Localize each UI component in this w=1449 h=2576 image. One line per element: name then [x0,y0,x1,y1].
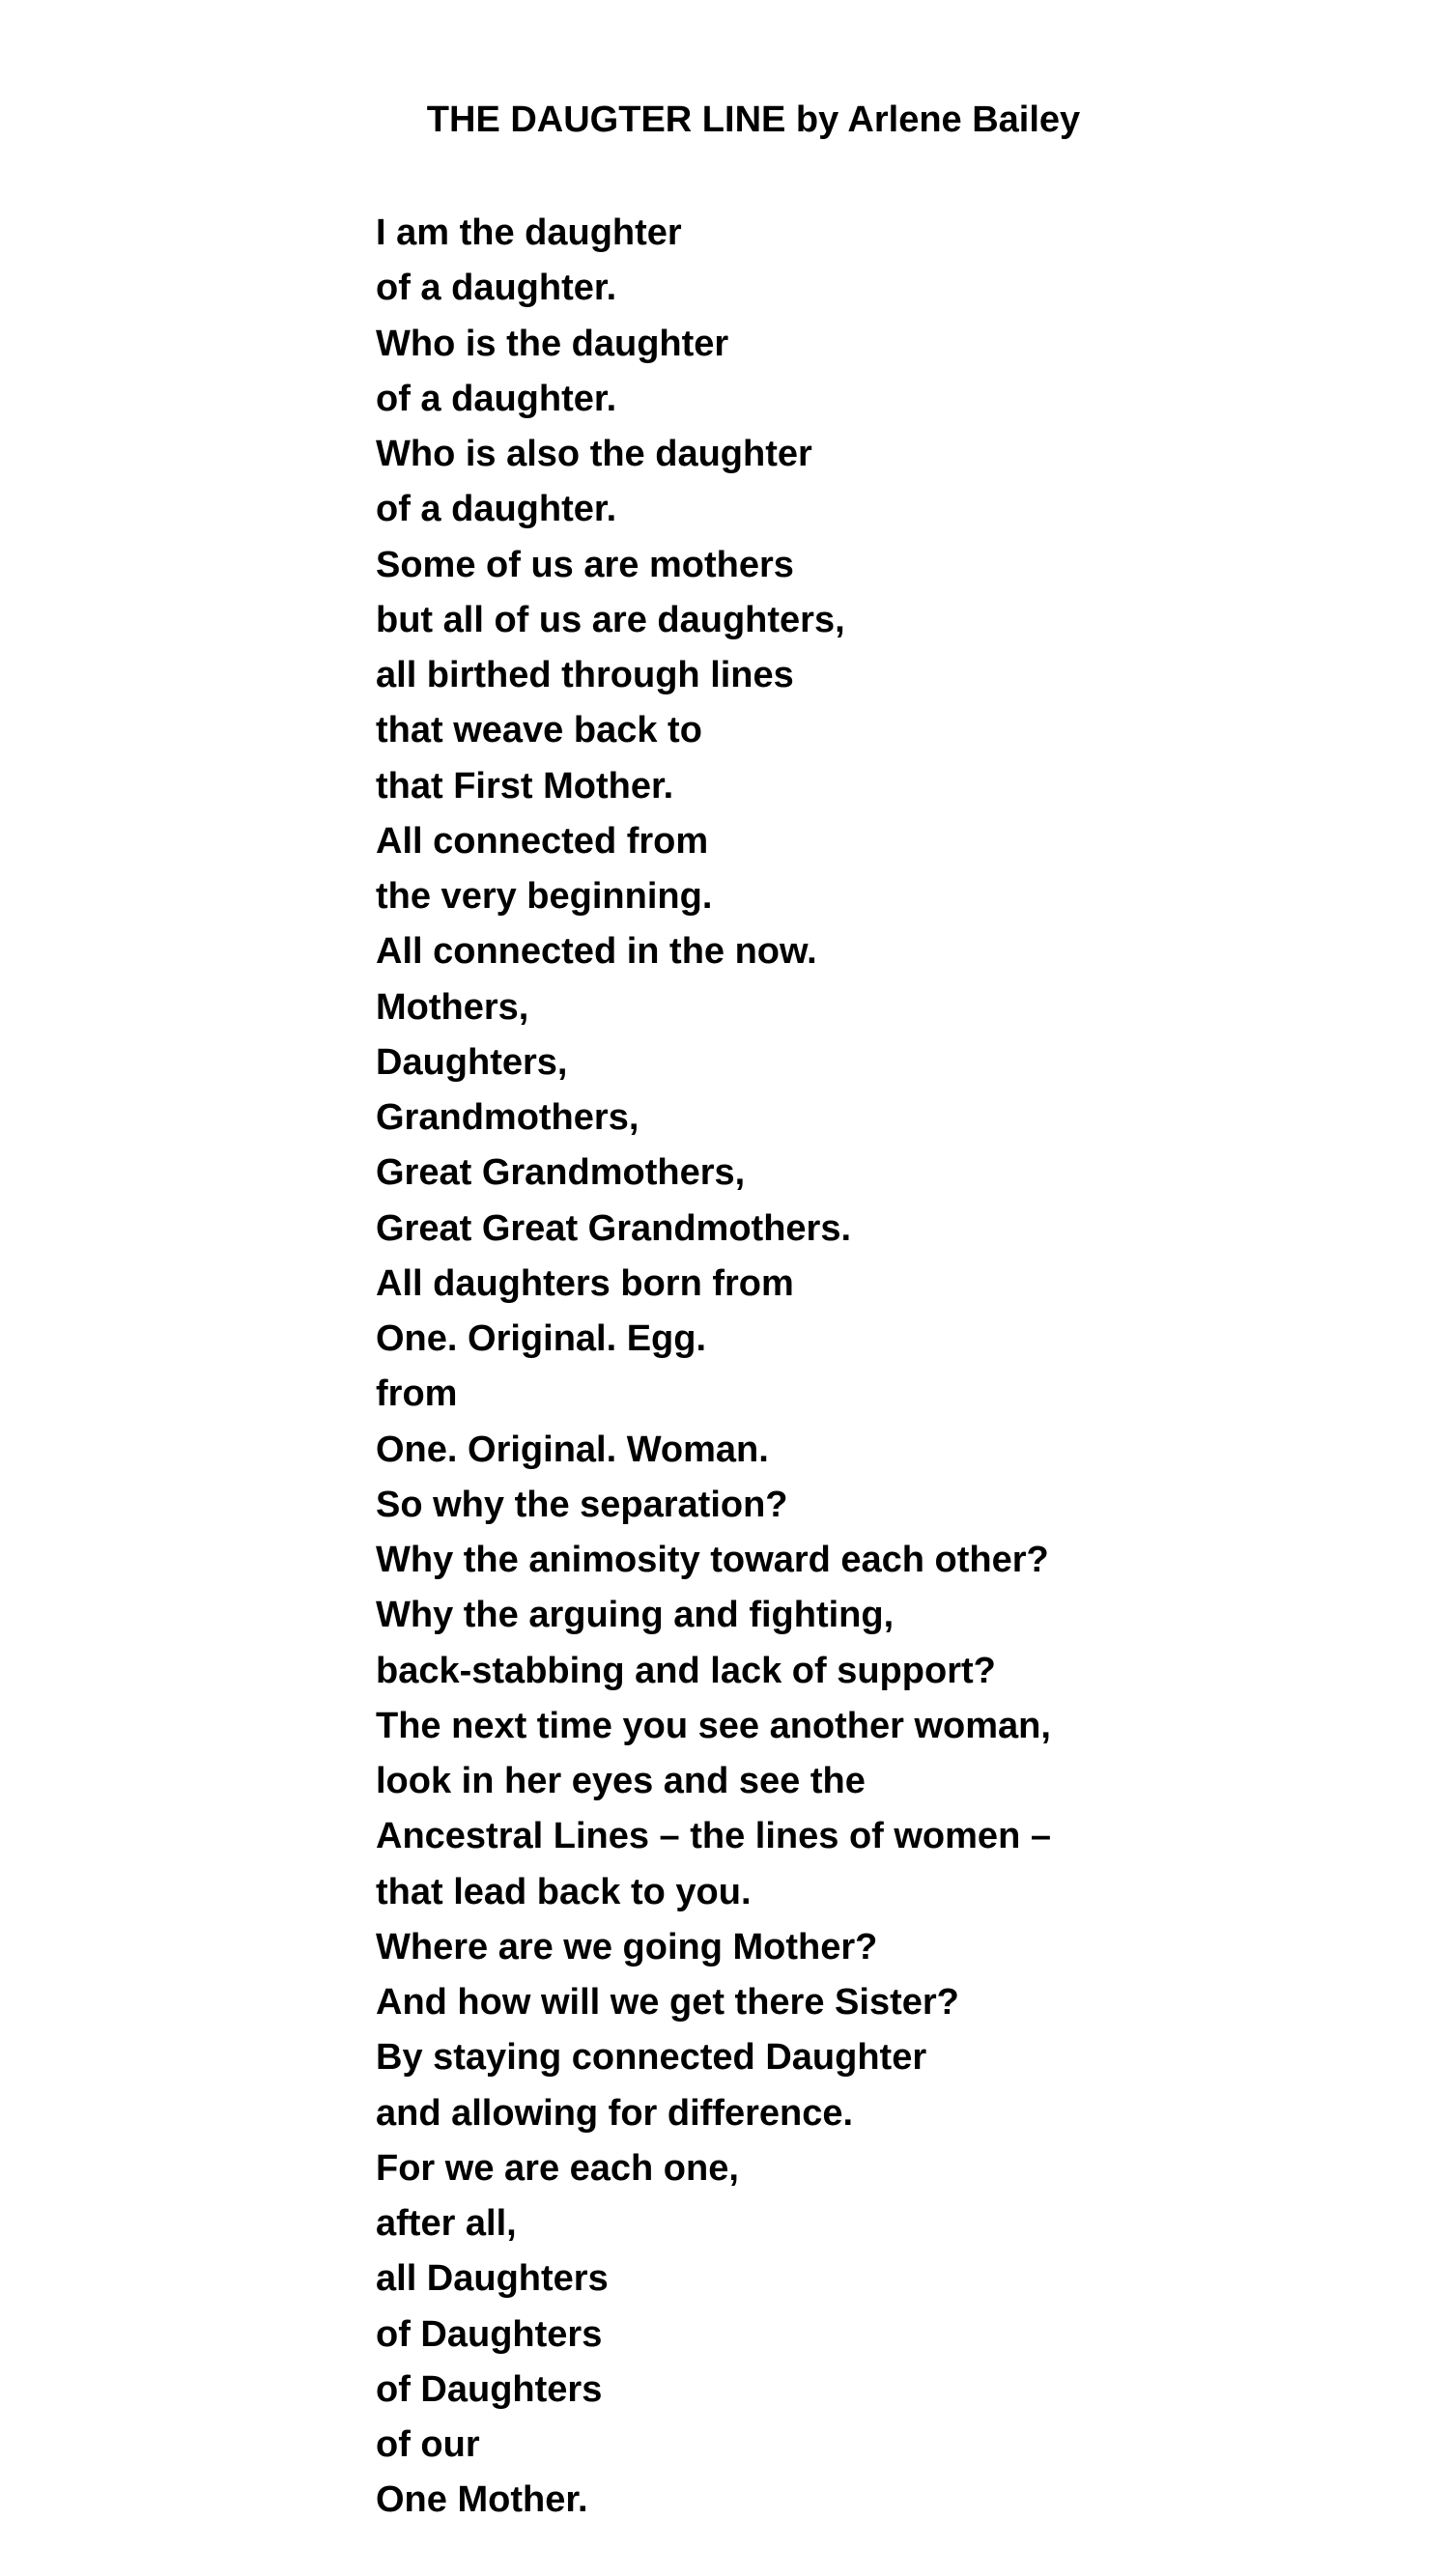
poem-line: One Mother. [376,2479,588,2521]
poem-line: All daughters born from [376,1262,794,1304]
poem-line: Ancestral Lines – the lines of women – [376,1816,1051,1857]
poem-line: of our [376,2424,480,2465]
poem-line: of a daughter. [376,489,617,530]
poem-line: of a daughter. [376,268,617,309]
poem-line: all Daughters [376,2258,609,2300]
poem-line: All connected in the now. [376,931,817,973]
poem-line: of a daughter. [376,378,617,419]
poem-line: that weave back to [376,710,702,751]
poem-line: of Daughters [376,2313,603,2355]
poem-body [376,206,1051,2529]
poem-line: the very beginning. [376,876,713,917]
poem-line: of Daughters [376,2368,603,2410]
poem-line: from [376,1373,458,1415]
poem-line: Grandmothers, [376,1097,639,1138]
poem-line: that First Mother. [376,765,674,807]
poem-line: Why the arguing and fighting, [376,1595,895,1636]
poem-line: Great Great Grandmothers. [376,1207,852,1249]
poem-line: that lead back to you. [376,1871,752,1912]
poem-line: and allowing for difference. [376,2092,854,2134]
poem-line: look in her eyes and see the [376,1761,866,1801]
poem-line: For we are each one, [376,2147,739,2189]
poem-line: The next time you see another woman, [376,1705,1051,1746]
poem-line: all birthed through lines [376,655,794,695]
poem-line: Who is the daughter [376,323,729,364]
poem-line: One. Original. Egg. [376,1318,707,1359]
poem-line: Why the animosity toward each other? [376,1540,1049,1580]
poem-line: Mothers, [376,986,529,1028]
poem-line: Daughters, [376,1041,568,1083]
poem-line: but all of us are daughters, [376,599,845,640]
poem-line: Great Grandmothers, [376,1152,746,1194]
poem-line: All connected from [376,820,709,862]
poem-title: THE DAUGTER LINE by Arlene Bailey [426,99,1081,140]
poem-line: after all, [376,2203,517,2244]
poem-line: I am the daughter [376,212,682,253]
poem-line: Some of us are mothers [376,544,794,585]
poem-line: Who is also the daughter [376,434,812,474]
poem-line: And how will we get there Sister? [376,1982,959,2023]
poem-line: One. Original. Woman. [376,1429,769,1470]
poem-line: So why the separation? [376,1484,788,1525]
poem-line: By staying connected Daughter [376,2037,927,2079]
poem-line: Where are we going Mother? [376,1926,878,1967]
poem-line: back-stabbing and lack of support? [376,1650,996,1691]
